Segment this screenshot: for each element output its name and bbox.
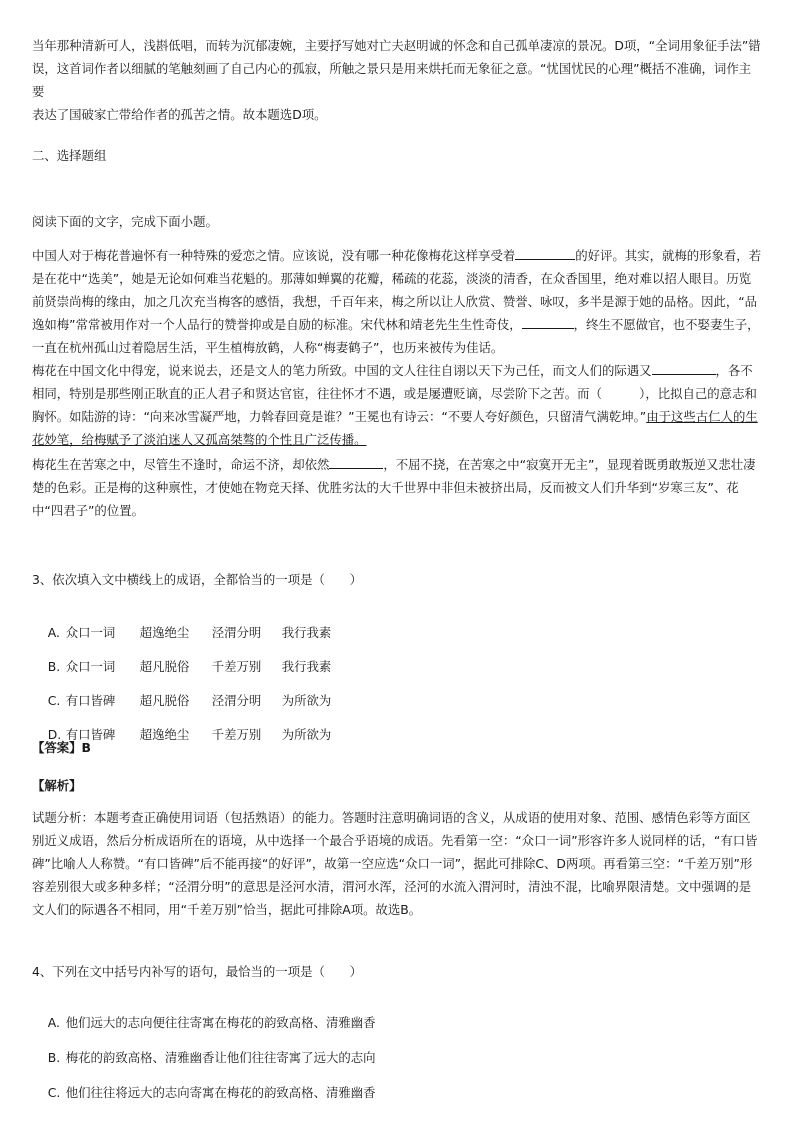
q3-option-a[interactable]: A. 众口一词 超逸绝尘 泾渭分明 我行我素 (47, 625, 332, 640)
q3-answer: 【答案】B (32, 740, 92, 755)
fill-blank (652, 360, 716, 375)
passage-paragraph-2: 梅花在中国文化中得宠，说来说去，还是文人的笔力所致。中国的文人往往自诩以天下为己任，而文人们的际遇又 ，各不相同，特别是那些刚正耿直的正人君子和贤达官宦，往往怀才不遇，或是屡遭贬谪，尽尝阶下之苦。而（ ），比拟自己的意志和胸怀。如陆游的诗：“向来冰雪凝严地，力斡春回竟是谁？”王冕也有诗云：“不要人夸好颜色，只留清气满乾坤。”由于这些古仁人的生花妙笔，给梅赋予了淡泊迷人又孤高桀骜的个性且广泛传播。 (32, 359, 762, 451)
q4-option-c[interactable]: C. 他们往往将远大的志向寄寓在梅花的韵致高格、清雅幽香 (47, 1085, 376, 1100)
underlined-sentence: 由于这些古仁人的生花妙笔，给梅赋予了淡泊迷人又孤高桀骜的个性且广泛传播。 (32, 409, 758, 447)
fill-blank (522, 314, 574, 329)
passage-paragraph-3: 梅花生在苦寒之中，尽管生不逢时，命运不济，却依然 ，不屈不挠，在苦寒之中“寂寞开无主”，显现着既勇敢叛逆又悲壮凄楚的色彩。正是梅的这种禀性，才使她在物竞天择、优胜劣汰的大千世界中非但未被挤出局，反而被文人们升华到“岁寒三友”、花中“四君子”的位置。 (32, 453, 762, 522)
q3-option-c[interactable]: C. 有口皆碑 超凡脱俗 泾渭分明 为所欲为 (47, 693, 332, 708)
section-title: 二、选择题组 (32, 148, 107, 163)
q4-option-a[interactable]: A. 他们远大的志向便往往寄寓在梅花的韵致高格、清雅幽香 (47, 1015, 376, 1030)
analysis-line: 表达了国破家亡带给作者的孤苦之情。故本题选D项。 (32, 107, 327, 122)
analysis-line: 误，这首词作者以细腻的笔触刻画了自己内心的孤寂，所触之景只是用来烘托而无象征之意。“忧国忧民的心理”概括不准确，词作主要 (32, 61, 752, 99)
instruction: 阅读下面的文字，完成下面小题。 (32, 214, 218, 229)
q4-option-b[interactable]: B. 梅花的韵致高格、清雅幽香让他们往往寄寓了远大的志向 (47, 1050, 376, 1065)
passage-paragraph-1: 中国人对于梅花普遍怀有一种特殊的爱恋之情。应该说，没有哪一种花像梅花这样享受着 的好评。其实，就梅的形象看，若是在花中“选美”，她是无论如何难当花魁的。那薄如蝉翼的花瓣，稀疏的花蕊，淡淡的清香，在众香国里，绝对难以招人眼目。历览前贤崇尚梅的缘由，加之几次充当梅客的感悟，我想，千百年来，梅之所以让人欣赏、赞誉、咏叹，多半是源于她的品格。因此，“品逸如梅”常常被用作对一个人品行的赞誉抑或是自励的标准。宋代林和靖老先生生性奇伎， ，终生不愿做官，也不娶妻生子，一直在杭州孤山过着隐居生活，平生植梅放鹤，人称“梅妻鹤子”，也历来被传为佳话。 (32, 244, 762, 359)
question-3-stem: 3、依次填入文中横线上的成语，全都恰当的一项是（ ） (32, 572, 363, 587)
previous-analysis (32, 34, 762, 126)
q3-analysis-title: 【解析】 (32, 778, 82, 793)
question-4-stem: 4、下列在文中括号内补写的语句，最恰当的一项是（ ） (32, 964, 363, 979)
q3-analysis: 试题分析：本题考查正确使用词语（包括熟语）的能力。答题时注意明确词语的含义，从成语的使用对象、范围、感情色彩等方面区别近义成语，然后分析成语所在的语境，从中选择一个最合乎语境的成语。先看第一空：“众口一词”形容许多人说同样的话，“有口皆碑”比喻人人称赞。“有口皆碑”后不能再接“的好评”，故第一空应选“众口一词”，据此可排除C、D两项。再看第三空：“千差万别”形容差别很大或多种多样；“泾渭分明”的意思是泾河水清，渭河水浑，泾河的水流入渭河时，清浊不混，比喻界限清楚。文中强调的是文人们的际遇各不相同，用“千差万别”恰当，据此可排除A项。故选B。 (32, 810, 758, 917)
fill-blank (515, 245, 575, 260)
analysis-line: 当年那种清新可人，浅斟低唱，而转为沉郁凄婉，主要抒写她对亡夫赵明诚的怀念和自己孤单凄凉的景况。D项，“全词用象征手法”错 (32, 38, 761, 53)
q3-option-d[interactable]: D. 有口皆碑 超逸绝尘 千差万别 为所欲为 (47, 727, 332, 742)
fill-blank (329, 454, 383, 469)
q3-option-b[interactable]: B. 众口一词 超凡脱俗 千差万别 我行我素 (47, 659, 332, 674)
